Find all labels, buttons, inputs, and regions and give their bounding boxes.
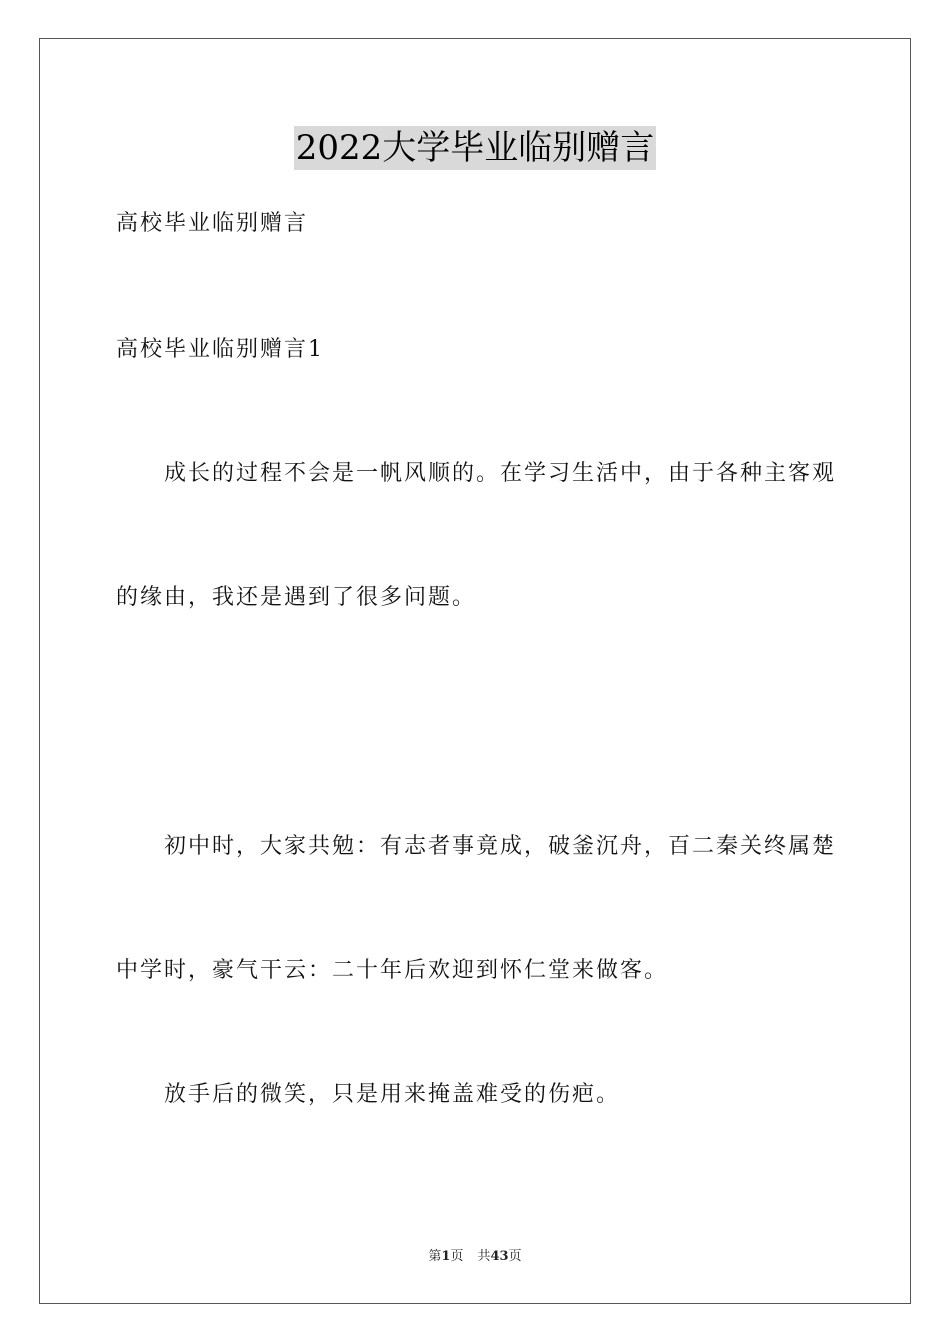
- section-heading: 高校毕业临别赠言: [116, 211, 309, 236]
- page-number: 1: [441, 1249, 451, 1264]
- page-suffix: 页: [450, 1249, 464, 1264]
- paragraph-line: 放手后的微笑，只是用来掩盖难受的伤疤。: [164, 1082, 621, 1107]
- paragraph-line: 的缘由，我还是遇到了很多问题。: [116, 585, 477, 610]
- paragraph-line: 初中时，大家共勉：有志者事竟成，破釜沉舟，百二秦关终属楚: [164, 834, 837, 859]
- page-prefix: 第: [428, 1249, 442, 1264]
- paragraph-line: 成长的过程不会是一帆风顺的。在学习生活中，由于各种主客观: [164, 461, 837, 486]
- total-suffix: 页: [508, 1249, 522, 1264]
- total-pages: 43: [490, 1249, 509, 1264]
- paragraph-line: 中学时，豪气干云：二十年后欢迎到怀仁堂来做客。: [116, 958, 669, 983]
- page-footer: [0, 1248, 950, 1266]
- document-title: [0, 126, 950, 170]
- subsection-heading: 高校毕业临别赠言1: [116, 337, 324, 362]
- document-title-text: 2022大学毕业临别赠言: [295, 128, 655, 168]
- total-prefix: 共: [477, 1249, 491, 1264]
